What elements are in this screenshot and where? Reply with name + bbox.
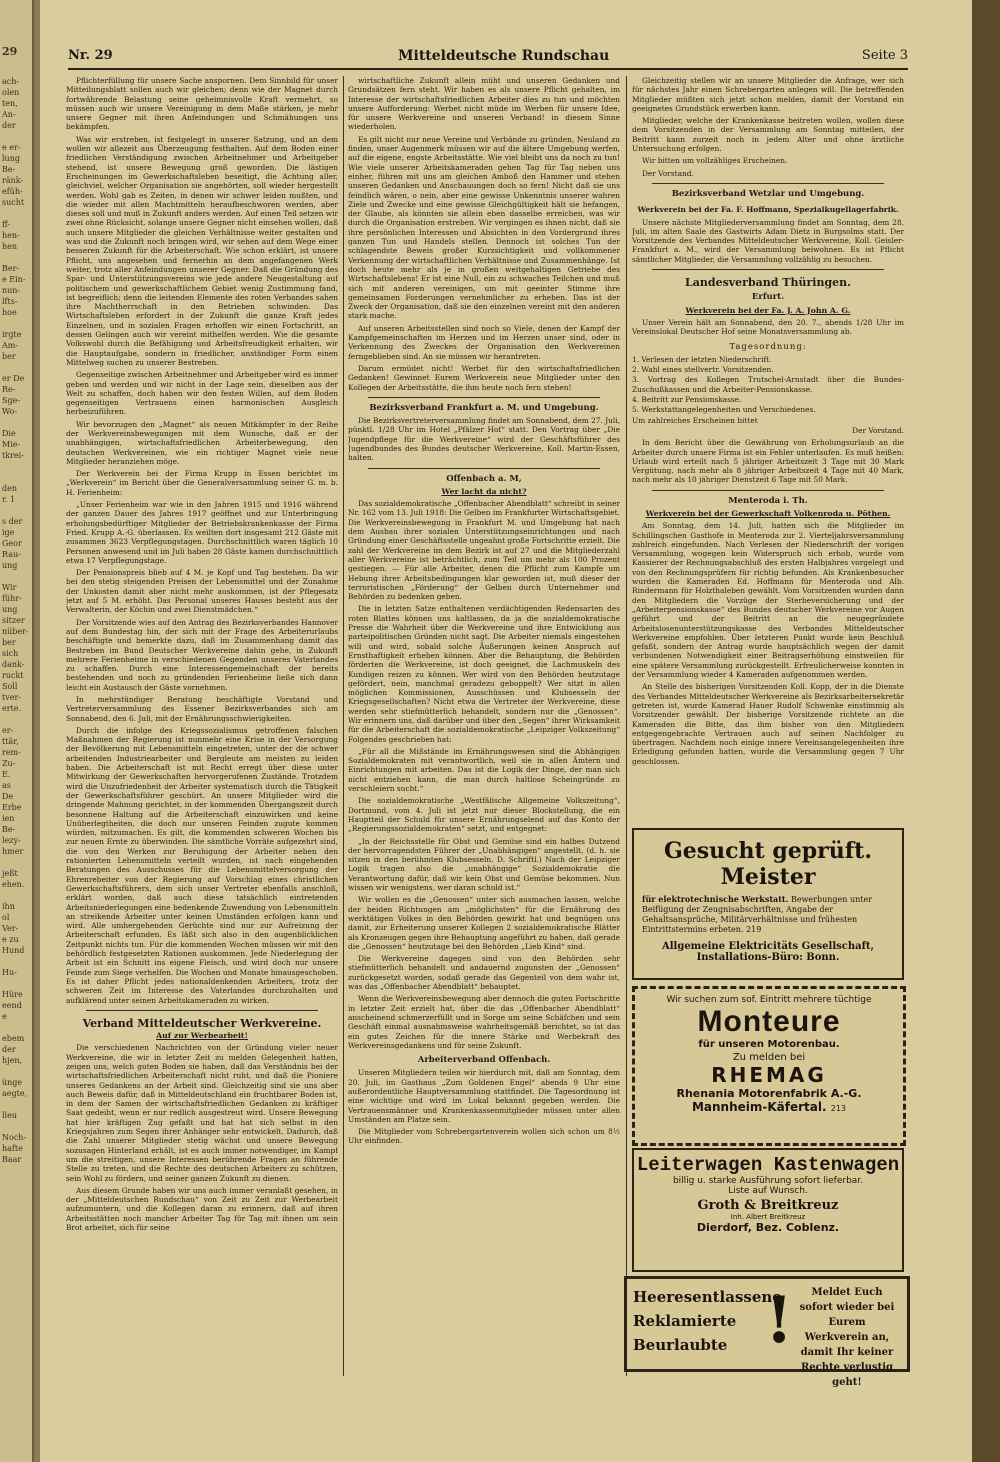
strip-line: Soll [2, 682, 18, 691]
paragraph: Die sozialdemokratische „Westfälische Allgemeine Volkszeitung“, Dortmund, vom 4. Juli ist jetzt nur dieser Blockstellung, die ein Hauptteil der Schuld für unsere Ernährungselend auf das Konto der „Regierungssozialdemokraten“ setzt, und entgegnet: [348, 796, 620, 834]
strip-line [2, 1022, 30, 1033]
paragraph: Der Vorsitzende wies auf den Antrag des Bezirksverbandes Hannover auf dem Bundestag hin, der sich mit der Frage des Arbeiterurlaubs beschäftigte und bemerkte dazu, daß im Zusammenhang damit das Bestreben im Bund Deutscher Werkvereine dahin gehe, in Zukunft mehrere Ferienheime in verschiedenen Gegenden unseres Vaterlandes zu schaffen. Durch eine Interessengemeinschaft der bereits bestehenden und noch zu gründenden Ferienheime ließe sich dann leicht ein Austausch der Gäste vornehmen. [66, 617, 338, 692]
strip-line: e [2, 1012, 7, 1021]
local-body [348, 1068, 620, 1145]
previous-page-number: 29 [2, 45, 18, 58]
paragraph: Die Mitglieder vom Schrebergartenverein wollen sich schon um 8½ Uhr einfinden. [348, 1127, 620, 1146]
strip-line: lfts- [2, 297, 18, 306]
strip-line: ränk- [2, 176, 24, 185]
strip-line: Baar [2, 1155, 22, 1164]
strip-line [2, 318, 30, 329]
ad-wagen-headline: Leiterwagen Kastenwagen [636, 1154, 900, 1176]
menteroda-subtitle: Werkverein bei der Gewerkschaft Volkenroda u. Pöthen. [645, 508, 891, 518]
ad-meister-number: 219 [746, 925, 762, 934]
strip-line: Ver- [2, 924, 19, 933]
column-2 [348, 76, 620, 1396]
ad-meister-office: Installations-Büro: Bonn. [696, 952, 840, 963]
strip-line: lezy- [2, 836, 21, 845]
strip-line: ruckt [2, 671, 24, 680]
strip-line: tver- [2, 693, 21, 702]
paragraph: Der Vorstand. [642, 168, 694, 178]
strip-line: sitzer [2, 616, 25, 625]
strip-line: E. [2, 770, 11, 779]
paragraph: Wir bitten um vollzähliges Erscheinen. [642, 156, 788, 166]
strip-line: ien [2, 814, 15, 823]
column-rule [626, 76, 627, 1376]
strip-line: hen [2, 242, 18, 251]
column-rule [343, 76, 344, 1376]
strip-line: efüh- [2, 187, 23, 196]
strip-line: hjen, [2, 1056, 23, 1065]
strip-line: sich [2, 649, 19, 658]
strip-line: ebem [2, 1034, 25, 1043]
paragraph: Am Sonntag, dem 14. Juli, hatten sich die Mitglieder im Schillingschen Gasthofe in Menteroda zur 2. Vierteljahrsversammlung zahlreich eingefunden. Nach Verlesen der Niederschrift der vorigen Versammlung, wogegen kein Widerspruch sich erhob, wurde vom Kassierer der Rechnungsabschluß des ersten Halbjahres vorgelegt und von den Rechnungsprüfern für richtig befunden. Als Krankenbesucher wurden die Kameraden Ed. Hoffmann für Menteroda und Alb. Rindermann für Holzthaleben gewählt. Vom Vorsitzenden wurden dann den Mitgliedern die Vorzüge der Sterbeversicherung und der „Arbeiterpensionskasse“ des Bundes deutscher Werkvereine vor Augen geführt und der Beitritt an die neugegründete Arbeitslosenunterstützungskasse des Verbandes Mitteldeutscher Werkvereine empfohlen. Über letzteren Punkt wurde kein Beschluß gefaßt, sondern der Antrag wurde hauptsächlich wegen der damit verbundenen Notwendigkeit einer Beitragserhöhung einstweilen für eine spätere Versammlung zurückgestellt. Erfreulicherweise konnten in der Versammlung wieder 4 Kameraden aufgenommen werden. [632, 521, 904, 680]
strip-line: dank- [2, 660, 25, 669]
ad-wagen-owner: Inh. Albert Breitkreuz [730, 1213, 806, 1221]
ad-monteure-headline: Monteure [697, 1005, 841, 1038]
strip-line: tkrei- [2, 451, 24, 460]
ad-meister [632, 828, 904, 980]
erfurt-subtitle: Werkverein bei der Fa. J. A. John A. G. [685, 305, 851, 315]
paragraph: „Für all die Mißstände im Ernährungswesen sind die Abhängigen Sozialdemokraten mit verantwortlich, weil sie in allen Ämtern und Einrichtungen mit arbeiten. Das ist die Logik der Dinge, der man sich nicht entziehen kann, die man durch haltlose Scheingründe zu verschleiern sucht.“ [348, 746, 620, 794]
article-title: Offenbach a. M, [446, 473, 522, 484]
ad-wagen-city: Dierdorf, Bez. Coblenz. [696, 1221, 840, 1234]
paragraph: Das sozialdemokratische „Offenbacher Abendblatt“ schreibt in seiner Nr. 162 vom 13. Juli 1918: Die Gelben im Frankfurter Wirtschaftsgebiet. Die Werkvereinsbewegung in Frankfurt M. und Umgebung hat nach dem Ausbau ihrer sozialen Unterstützungseinrichtungen und nach Gründung einer Geschäftsstelle ungeahnt große Fortschritte erzielt. Die zahl der Werkvereine im dem Bezirk ist auf 27 und die Mitgliederzahl aller Werkvereine ist beträchtlich, zum Teil um mehr als 100 Prozent gestiegen. — Für alle Arbeiter, denen die Pflicht zum Kampfe um Hebung ihrer Arbeitsbedingungen klar geworden ist, muß dieser der terroristischen „Förderung“ der Gelben durch Unternehmer und Behörden zu bedenken geben. [348, 499, 620, 602]
paragraph: Wir bevorzugen den „Magnet“ als neuen Mitkämpfer in der Reihe der Werkvereinsbewegungen mit dem Wunsche, daß er der unabhängigen, wirtschaftsfriedlichen Arbeiterbewegung, den deutschen Werkvereinen, wie ein richtiger Magnet viele neue Mitglieder heranziehen möge. [66, 419, 338, 466]
wetzlar-title: Bezirksverband Wetzlar und Umgebung. [671, 188, 865, 199]
paragraph: Die Werkvereine dagegen sind von den Behörden sehr stiefmütterlich behandelt und andauernd zugunsten der „Genossen“ zurückgesetzt worden, sodaß gerade das Gegenteil von dem wahr ist, was das „Offenbacher Abendblatt“ behauptet. [348, 954, 620, 992]
strip-line: ung [2, 561, 18, 570]
agenda-item: 5. Werkstattangelegenheiten und Verschiedenes. [632, 405, 816, 415]
paragraph: Unseren Mitgliedern teilen wir hierdurch mit, daß am Sonntag, dem 20. Juli, im Gasthaus „Zum Goldenen Engel“ abends 9 Uhr eine außerordentliche Hauptversammlung stattfindet. Die Tagesordnung ist eine wichtige und wird im Lokal bekannt gegeben werden. Die Vertrauensmänner und Krankenkassenmitglieder müssen unter allen Umständen am Platze sein. [348, 1068, 620, 1124]
strip-line: der [2, 121, 16, 130]
ad-meister-company: Allgemeine Elektricitäts Gesellschaft, [661, 941, 875, 952]
paragraph: Was wir erstreben, ist festgelegt in unserer Satzung, und an dem wollen wir allezeit aus Überzeugung festhalten. Auf dem Boden einer friedlichen Verständigung zwischen Arbeitnehmer und Arbeitgeber stehend, ist unsere Bewegung groß geworden. Die lästigen Erscheinungen im Gewerkschaftsleben beseitigt, die Achtung aller, gleichviel, welcher Organisation sie angehörten, soll wieder hergestellt werden. Wohl gab es Zeiten, in denen wir schwer leiden mußten, und die wieder mit allen Machtmitteln heraufbeschworen werden, aber dieses soll und muß in Zukunft anders werden. Auf einen Teil setzen wir zwei ohne Rücksicht, solange unsere Gegner nicht einsehen wollen, daß auch unsere Mitglieder die gleichen Verhältnisse weiter gestalten und was und die Zukunft noch bringen wird, wir sehen auf dem Wege einer besseren Zukunft für die Arbeiterschaft. Wie schon erklärt, ist unsere Pflicht, uns angesehen und fernerhin an dem angefangenen Werk weiter, trotz aller Anfeindungen unserer Gegner. Daß die Gründung des Spar- und Unterstützungsvereins wie jede andere Neugestaltung auf politischem und gewerkschaftlichem Gebiet wenig Zustimmung fand, ist begreiflich; denn die leitenden Elemente des roten Verbandes sahen ihre Machtherrschaft in den Betrieben schwinden. Das Wirtschaftsleben erfordert in der Zukunft die ganze Kraft jedes Einzelnen, und in sozialen Fragen erhoffen wir einen Fortschritt, an dessen Gelingen auch wir vereint mithelfen werden. Wie die gesamte Volkswohl durch die Befähigung und Arbeitsfreudigkeit erhalten, wir die Hauptaufgabe, sondern in friedlicher, anständiger Form einen Mittelweg suchen zu unserer Bestreben. [66, 134, 338, 367]
paragraph: Mitglieder, welche der Krankenkasse beitreten wollen, wollen diese dem Vorsitzenden in der Versammlung am Sonntag mitteilen, der Beitritt kann zurzeit noch in jedem Alter und ohne ärztliche Untersuchung erfolgen. [632, 116, 904, 154]
strip-line: ttär, [2, 737, 19, 746]
paragraph: wirtschaftliche Zukunft allein müht und unseren Gedanken und Grundsätzen fern steht. Wir haben es als unsere Pflicht gehalten, im Interesse der wirtschaftsfriedlichen Arbeiter dies zu tun und möchten unsere Aufforderung: Werbet nicht müde im Werben für unsere Idee, für unsere Werkvereine und unseren Verband! in diesem Sinne wiederholen. [348, 76, 620, 132]
erfurt-intro: Unser Verein hält am Sonnabend, den 20. 7., abends 1/28 Uhr im Vereinslokal Deutscher Hof seine Monatsversammlung ab. [632, 317, 904, 337]
divider [652, 490, 884, 491]
agenda-item: 2. Wahl eines stellvertr. Vorsitzenden. [632, 365, 774, 375]
strip-line: hafte [2, 1144, 23, 1153]
announce-text: Die Bezirksvertreterversammlung findet am Sonnabend, dem 27. Juli, pünktl. 1/28 Uhr im Hotel „Pfälzer Hof“ statt. Den Vortrag über „Die Jugendpflege für die Werkvereine“ wird der Geschäftsführer des Jugendbundes des Bundes deutscher Werkvereine, Koll. Martin-Essen, halten. [348, 416, 620, 463]
paragraph: Es gilt nicht nur neue Vereine und Verbände zu gründen, Neuland zu finden, unser Augenmerk müssen wir auf die ältere Umgebung werfen, auf die eigene, engste Arbeitsstätte. Wie viel bleibt uns da noch zu tun! Wie viele unserer Arbeitskameraden gehen Tag für Tag neben uns einher, führen mit uns am gleichen Amboß den Hammer und stehen unseren Gedanken und Anschauungen doch so fern! Nicht daß sie uns feindlich wären, o nein, aber eine gewisse Unkenntnis unserer wahren Ziele und Zwecke und eine gewisse Gleichgültigkeit hält sie befangen, der Glaube, als könnten sie allein eben dasselbe erreichen, was wir durch die Organisation erstreben. Wir vergingen es ihnen nicht, daß sie ihre persönlichen Interessen und Absichten in den Vordergrund ihres ganzen Tun und Handels stellen. Dennoch ist solches Tun der schlagendste Beweis großer Kurzsichtigkeit und vollkommener Verkennung der wirtschaftlichen Verhältnisse und Zusammenhänge. Ist doch heute mehr als je in großen weitgehaltigen Getriebe des Wirtschaftslebens! Er ist eine Null, ein zu schwaches Teilchen und muß sich mit anderen vereinigen, um mit geeinter Stimme ihre gemeinsamen Forderungen vernehmlicher zu erheben. Das ist der Zweck der Organisation, daß sie den einzelnen vereint mit den anderen stark mache. [348, 134, 620, 321]
strip-line: Hund [2, 946, 25, 955]
ad-monteure-number: 213 [830, 1104, 847, 1113]
strip-line: sucht [2, 198, 25, 207]
paragraph: Pflichterfüllung für unsere Sache anspornen. Dem Sinnbild für unser Mitteilungsblatt sollen auch wir gleichen; denn wie der Magnet durch fortwährende Belastung seine geheimnisvolle Kraft vermehrt, so müssen auch wir unsere Vereinigung in dem Maße stärken, je mehr unsere Gegner mit ihren Anfeindungen und Schmähungen uns bekämpfen. [66, 76, 338, 132]
strip-line: irgte [2, 330, 22, 339]
strip-line [2, 956, 30, 967]
strip-line: Hüre [2, 990, 23, 999]
erfurt-title: Erfurt. [751, 292, 785, 303]
paragraph: Darum ermüdet nicht! Werbet für den wirtschaftsfriedlichen Gedanken! Gewinnet Eurem Werkverein neue Mitglieder unter den Kollegen der Arbeitsstätte, die ihm heute noch fern stehen! [348, 363, 620, 392]
strip-line [2, 571, 30, 582]
strip-line: ach- [2, 77, 20, 86]
strip-line: ber [2, 352, 16, 361]
paragraph: „In der Reichsstelle für Obst und Gemüse sind ein halbes Dutzend der hervorragendsten Führer der „Unabhängigen“ angestellt, (d. h. sie sitzen in den berühmten Klubsesseln. D. Schriftl.) Nach der Leipziger Logik tragen also die „unabhängige“ Sozialdemokratie die Verantwortung dafür, daß wir kein Obst und Gemüse bekommen. Nun wissen wir wenigstens, wer daran schuld ist.“ [348, 836, 620, 893]
agenda-item: 3. Vortrag des Kollegen Trutschel-Arnstadt über die Bundes-Zuschußkassen und die Arbeiter-Pensionskasse. [632, 375, 904, 394]
previous-page-lines [2, 76, 30, 1165]
strip-line: hoe [2, 308, 17, 317]
ad-monteure-city: Mannheim-Käfertal. [691, 1100, 827, 1114]
strip-line: s der [2, 517, 23, 526]
ad-heeres-line2: Reklamierte [633, 1312, 737, 1330]
strip-line: Rau- [2, 550, 21, 559]
ad-meister-body [634, 890, 902, 935]
paragraph: Der Werkverein bei der Firma Krupp in Essen berichtet im „Werkverein“ im Bericht über die Generalversammlung seiner G. m. b. H. Ferienheim: [66, 469, 338, 497]
strip-line [2, 362, 30, 373]
strip-line: ber [2, 638, 16, 647]
strip-line: hmer [2, 847, 24, 856]
divider [86, 1010, 318, 1011]
paragraph: Gleichzeitig stellen wir an unsere Mitglieder die Anfrage, wer sich für nächstes Jahr einen Schrebergarten anlegen will. Die betreffenden Mitglieder müßten sich jetzt schon melden, damit der Vorstand ein geeignetes Grundstück erwerben kann. [632, 76, 904, 113]
strip-line: er- [2, 726, 14, 735]
ad-wagen [632, 1148, 904, 1272]
column-1-articles [66, 76, 338, 1005]
ad-monteure-intro: Wir suchen zum sof. Eintritt mehrere tüchtige [666, 995, 872, 1005]
strip-line: Geor [2, 539, 22, 548]
strip-line: ihn [2, 902, 15, 911]
strip-line: Be- [2, 825, 16, 834]
article-body [348, 499, 620, 1050]
issue-number: Nr. 29 [68, 48, 113, 63]
strip-line: Be- [2, 165, 16, 174]
agenda-list [632, 355, 904, 425]
paragraph: Auf unseren Arbeitsstellen sind noch so Viele, denen der Kampf der Kampfgemeinschaften im Herzen und im Herzen unser sind, oder in Verkennung des Zweckes der Organisation den Werkvereinen ferngeblieben sind. An sie müssen wir herantreten. [348, 323, 620, 361]
strip-line [2, 714, 30, 725]
ad-wagen-line2: Liste auf Wunsch. [728, 1186, 808, 1196]
agenda-title: Tagesordnung: [729, 341, 807, 352]
strip-line [2, 461, 30, 472]
agenda-item: 4. Beitritt zur Pensionskasse. [632, 395, 742, 405]
strip-line [2, 1099, 30, 1110]
paragraph: In mehrstündiger Beratung beschäftigte Vorstand und Vertreterversammlung des Essener Bezirksverbandes sich am Sonnabend, den 6. Juli, mit der Ernährungsschwierigkeiten. [66, 695, 338, 723]
strip-line: as [2, 781, 11, 790]
paragraph: Die verschiedenen Nachrichten von der Gründung vieler neuer Werkvereine, die wir in letzter Zeit zu melden Gelegenheit hatten, zeigen uns, welch guten Boden sie haben, daß das Verständnis bei der wirtschaftsfriedlichen Arbeiterschaft nicht ruht, und daß die Pioniere unseres Gedankens an der Arbeit sind. Gleichzeitig sind sie uns aber auch Beweis dafür, daß in Mitteldeutschland ein fruchtbarer Boden ist, in dem der Samen der wirtschaftsfriedlichen Gedanken zu kräftiger Saat gedeiht, wenn er nur redlich ausgestreut wird. Unsere Bewegung hat hier kräftigen Zug gefaßt und hat hat sich selbst in den Kriegsjahren zum Segen ihrer Anhänger sehr entwickelt. Dadurch, daß die Zahl unserer Mitglieder stetig wächst und unsere Bewegung sozusagen Hinterland erhält, ist es auch immer notwendiger, im Kampf um die streitigen, unsere Interessen berührende Fragen an führende Stelle zu treten, und die Rechte des deutschen Arbeiters zu schützen, sein Wohl zu fördern, und seiner ganzen Zukunft zu dienen. [66, 1043, 338, 1183]
strip-line: Ber- [2, 264, 20, 273]
section-body [66, 1043, 338, 1232]
divider [368, 397, 600, 398]
column-3 [632, 76, 904, 821]
strip-line: Re- [2, 385, 16, 394]
strip-line: nun- [2, 286, 21, 295]
divider [368, 468, 600, 469]
divider [652, 269, 884, 270]
ad-meister-text-a: für elektrotechnische Werkstatt. [642, 894, 789, 904]
column-1 [66, 76, 338, 1396]
paragraph: Aus diesem Grunde haben wir uns auch immer veranlaßt gesehen, in der „Mitteldeutschen Rundschau“ von Zeit zu Zeit zur Werbearbeit aufzumuntern, und die Kollegen daran zu erinnern, daß auf ihren Arbeitsstätten noch mancher Arbeiter Tag für Tag mit ihnen um sein Brot arbeitet, sich für seine [66, 1185, 338, 1233]
erfurt-signature: Der Vorstand. [852, 425, 904, 435]
strip-line: Die [2, 429, 16, 438]
strip-line: ff- [2, 220, 11, 229]
strip-line: Hu- [2, 968, 17, 977]
ad-monteure-company: Rhenania Motorenfabrik A.-G. [676, 1087, 862, 1100]
ad-heeres-line1: Heeresentlassene [633, 1288, 782, 1306]
strip-line: jeßt [2, 869, 18, 878]
strip-line: erte. [2, 704, 22, 713]
strip-line [2, 890, 30, 901]
exclamation-icon: ! [765, 1283, 794, 1358]
divider [652, 183, 884, 184]
column-2-articles [348, 76, 620, 392]
previous-page-strip [0, 0, 34, 1462]
paragraph: Der Pensionspreis blieb auf 4 M. je Kopf und Tag bestehen. Da wir bei den stetig steigenden Preisen der Lebensmittel und der Zunahme der Unkosten damit aber nicht mehr auskommen, ist der Pflegesatz jetzt auf 5 M. erhöht. Das Personal unseres Hauses besteht aus der Verwalterin, der Köchin und zwei Dienstmädchen.“ [66, 568, 338, 615]
agenda-item: 1. Verlesen der letzten Niederschrift. [632, 354, 772, 364]
binding-edge [34, 0, 40, 1462]
strip-line: ten, [2, 99, 18, 108]
ad-heeres-right: Meldet Euch sofort wieder bei Eurem Werkverein an, damit Ihr keiner Rechte verlustig geht! [799, 1287, 895, 1388]
agenda-item: Um zahlreiches Erscheinen bittet [632, 415, 758, 425]
strip-line [2, 252, 30, 263]
strip-line: der [2, 1045, 16, 1054]
strip-line [2, 505, 30, 516]
strip-line: ehen. [2, 880, 25, 889]
ad-heeres-left [633, 1285, 782, 1357]
ad-heeresentlassene [624, 1276, 910, 1388]
strip-line: e Ein- [2, 275, 26, 284]
strip-line: Zu- [2, 759, 16, 768]
section-title: Verband Mitteldeutscher Werkvereine. [82, 1016, 322, 1030]
strip-line [2, 1121, 30, 1132]
strip-line: lleu [2, 1111, 18, 1120]
ad-heeres-line3: Beurlaubte [633, 1336, 728, 1354]
ad-monteure [632, 986, 906, 1146]
strip-line: olen [2, 88, 20, 97]
column-3-intro [632, 76, 904, 178]
strip-line: den [2, 484, 18, 493]
strip-line [2, 857, 30, 868]
erfurt-note: In dem Bericht über die Gewährung von Erholungsurlaub an die Arbeiter durch unsere Firma ist ein Fehler unterlaufen. Es muß heißen: Urlaub wird erteilt nach 5 jähriger Arbeitszeit 3 Tage mit 30 Mark Vergütung, nach mehr als 8 jähriger Arbeitszeit 4 Tage mit 40 Mark, nach mehr als 10 jähriger Dienstzeit 6 Tage mit 50 Mark. [632, 438, 904, 485]
menteroda-body [632, 521, 904, 766]
ad-meister-headline: Gesucht geprüft. Meister [663, 838, 872, 890]
menteroda-title: Menteroda i. Th. [728, 495, 808, 506]
strip-line: An- [2, 110, 16, 119]
strip-line: Mie- [2, 440, 21, 449]
thuringia-title: Landesverband Thüringen. [685, 276, 851, 290]
strip-line: ünge [2, 1078, 23, 1087]
announce-title: Bezirksverband Frankfurt a. M. und Umgebung. [369, 402, 599, 413]
strip-line: r. 1 [2, 495, 16, 504]
strip-line: ung [2, 605, 18, 614]
strip-line [2, 131, 30, 142]
strip-line: lung [2, 154, 20, 163]
strip-line: Am- [2, 341, 19, 350]
ad-monteure-city-line [635, 1100, 903, 1114]
section-subtitle: Auf zur Werbearbeit! [156, 1031, 248, 1041]
strip-line [2, 472, 30, 483]
strip-line [2, 417, 30, 428]
article-subtitle: Wer lacht da nicht? [441, 486, 527, 496]
strip-line [2, 208, 30, 219]
strip-line: ol [2, 913, 10, 922]
ad-meister-text-b: Bewerbungen unter Beifügung der Zeugnisabschriften, Angabe der Gehaltsansprüche, Militärverhältnisse und frühesten Eintrittstermins erbeten. [642, 895, 873, 934]
strip-line: Noch- [2, 1133, 27, 1142]
strip-line: eend [2, 1001, 22, 1010]
paragraph: Gegenseitige zwischen Arbeitnehmer und Arbeitgeber wird es immer geben und werden und wir nicht in der Lage sein, dieselben aus der Welt zu schaffen, doch haben wir den festen Willen, auf dem Boden gegenseitigen Vertrauens einen harmonischen Ausgleich herbeizuführen. [66, 370, 338, 417]
paragraph: „Unser Ferienheim war wie in den Jahren 1915 und 1916 während der ganzen Dauer des Jahres 1917 geöffnet und zur Unterbringung erholungsbedürftiger Mitglieder der Betriebskrankenkasse der Firma Fried. Krupp A.-G. überlassen. Es weilten dort insgesamt 212 Gäste mit zusammen 3623 Verpflegungstagen. Durchschnittlich waren täglich 10 Personen anwesend und im Juli haben 28 Gäste kamen durchschnittlich etwa 17 Verpflegungstage. [66, 500, 338, 565]
strip-line: aegte, [2, 1089, 28, 1098]
strip-line: führ- [2, 594, 22, 603]
strip-line: er De [2, 374, 25, 383]
ad-wagen-line1: billig u. starke Ausführung sofort lieferbar. [672, 1176, 864, 1186]
strip-line: Wo- [2, 407, 18, 416]
newspaper-title: Mitteldeutsche Rundschau [398, 48, 610, 64]
page-number: Seite 3 [861, 48, 908, 63]
wetzlar-text: Unsere nächste Mitgliederversammlung findet am Sonntag, dem 28. Juli, im alten Saale des Gastwirts Adam Dietz in Burgsolms statt. Der Vorsitzende des Verbandes Mitteldeutscher Werkvereine, Koll. Geisler-Frankfurt a. M., wird der Versammlung beiwohnen. Es ist Pflicht sämtlicher Mitglieder, die Versammlung vollzählig zu besuchen. [632, 217, 904, 264]
strip-line: De [2, 792, 14, 801]
paragraph: Die in letzten Satze enthaltenen verdächtigenden Redensarten des roten Blattes können uns kaltlassen, da ja die sozialdemokratische Presse die Wahrheit über die Werkvereine und ihre Entwicklung aus parteipolitischen Gründen nicht sagt. Die Arbeiter niemals eingestehen will und wird, sobald solche Äußerungen keinen Anspruch auf Ernsthaftigkeit erheben können. Aber die Behauptung, die Behörden förderten die Werkvereine, ist doch geeignet, die Lachmuskeln des Kundigen reizen zu können. Wer wird von den Behörden heutzutage gefördert, nein, manchmal geradezu geboppelt? Wer sitzt in allen möglichen Kommissionen, Ausschüssen und Klubsesseln der Kriegsgesellschaften? Nicht etwa die Vertreter der Werkvereine, diese werden sehr stiefmütterlich behandelt, sondern nur die „Genossen“. Wir erinnern uns, daß darüber und über den „Segen“ ihrer Wirksamkeit für die Arbeiterschaft die sozialdemokratische „Leipziger Volkszeitung“ Folgendes geschrieben hat: [348, 604, 620, 744]
strip-line [2, 1066, 30, 1077]
strip-line: Wir [2, 583, 17, 592]
strip-line: nüber- [2, 627, 29, 636]
wetzlar-subtitle: Werkverein bei der Fa. F. Hoffmann, Spezialkugellagerfabrik. [637, 205, 899, 215]
strip-line: Sge- [2, 396, 21, 405]
ad-wagen-company: Groth & Breitkreuz [697, 1198, 839, 1213]
strip-line: rem- [2, 748, 21, 757]
local-title: Arbeiterverband Offenbach. [417, 1055, 551, 1066]
paragraph: Wir wollen es die „Genossen“ unter sich ausmachen lassen, welche der beiden Richtungen am „möglichsten“ für die Ernährung des werktätigen Volkes in den Behörden gewirkt hat und begnügen uns damit, zur Erheiterung unserer Kollegen 2 sozialdemokratische Blätter als Kronzeugen gegen ihre Behauptung angeführt zu haben, daß gerade die „Genossen“ heutzutage bei den Behörden „Lieb Kind“ sind. [348, 895, 620, 951]
paragraph: Wenn die Werkvereinsbewegung aber dennoch die guten Fortschritte in letzter Zeit erzielt hat, über die das „Offenbacher Abendblatt“ anscheinend schmerzerfüllt und in Sorge um seine Schäfchen und sein Geschäft einmal ausnahmsweise wahrheitsgemäß berichtet, so ist das ein gutes Zeichen für die innere Stärke und Werbekraft des Werkvereinsgedankens und für seine Zukunft. [348, 994, 620, 1050]
page-header [68, 46, 908, 70]
page-edge [972, 0, 1000, 1462]
paragraph: Durch die infolge des Kriegssozialismus getroffenen falschen Maßnahmen der Regierung ist nunmehr eine Krise in der Versorgung der Bevölkerung mit Lebensmitteln eingetreten, unter der die schwer arbeitenden Industriearbeiter und Bergleute am meisten zu leiden haben. Die Arbeiterschaft ist mit Recht erregt über diese unter Mitwirkung der Gewerkschaften hervorgerufenen Zustände. Trotzdem wird die Unzufriedenheit der Arbeiter systematisch durch die Tätigkeit der Gewerkschaftsführer geschürt. An unsere Mitglieder wird die dringende Mahnung gerichtet, in der kommenden Übergangszeit durch besonnene Haltung auf die Arbeiterschaft einzuwirken und keine Unüberlegtheiten, die doch nur unseren Feinden zugute kommen würden, mitzumachen. Es gilt, die kommenden schweren Wochen bis zur neuen Ernte zu überwinden. Die sämtliche Vorräte aufgezehrt sind, die von den Werken zur Beruhigung der Arbeiter neben den rationierten Lebensmitteln verteilt wurden, ist nach eingehenden Beratungen des Ausschusses für die Lebensmittelversorgung der Ehrenrebeiter von der Regierung auf Vorschlag eines christlichen Gewerkschaftsführers, dem sich unser Vertreter ebenfalls anschloß, erklärt worden, daß auch diese tatsächlich eintretenden Arbeitsniederlegungen eine bedenkende Zuwendung von Lebensmitteln an streikende Arbeiter unter keinen Umständen erfolgen kann und wird. Alle umhergehenden Gerüchte sind nur zur Aufreizung der Arbeiterschaft erfunden. Es läßt sich also in den augenblicklichen Zeitpunkt nichts tun. Für die kommenden Wochen müssen wir mit den behördlich festgesetzten Rationen auskommen. Jede Niederlegung der Arbeit ist ein Schnitt ins eigene Fleisch, und wird doch nur unsere Feinde zum Siege verhelfen. Die Wochen und Monate hinausgeschoben. Es ist daher Pflicht jedes nationaldenkenden Arbeiters, trotz der schweren Zeit im Interesse des Vaterlandes durchzuhalten und aufklärend unter seinen Arbeitskameraden zu wirken. [66, 725, 338, 1005]
ad-monteure-brand: RHEMAG [711, 1063, 827, 1087]
strip-line: Erbe [2, 803, 22, 812]
ad-monteure-sub: für unseren Motorenbau. [698, 1039, 840, 1050]
strip-line: ige [2, 528, 15, 537]
strip-line: e er- [2, 143, 21, 152]
strip-line [2, 978, 30, 989]
ad-monteure-contact: Zu melden bei [732, 1052, 806, 1063]
strip-line: hen- [2, 231, 20, 240]
strip-line: e zu [2, 935, 19, 944]
paragraph: An Stelle des bisherigen Vorsitzenden Koll. Kopp, der in die Dienste des Verbandes Mitteldeutscher Werkvereine als Bezirksarbeitersekretär getreten ist, wurde Kamerad Hauer Rudolf Schwenke einstimmig als Vorsitzender gewählt. Der bisherige Vorsitzende richtete an die Kameraden die Bitte, das ihm bisher von den Mitgliedern entgegengebrachte Vertrauen auch auf seinen Nachfolger zu übertragen. Nachdem noch einige innere Vereinsangelegenheiten ihre Erledigung gefunden hatten, wurde die Versammlung gegen 7 Uhr geschlossen. [632, 682, 904, 766]
